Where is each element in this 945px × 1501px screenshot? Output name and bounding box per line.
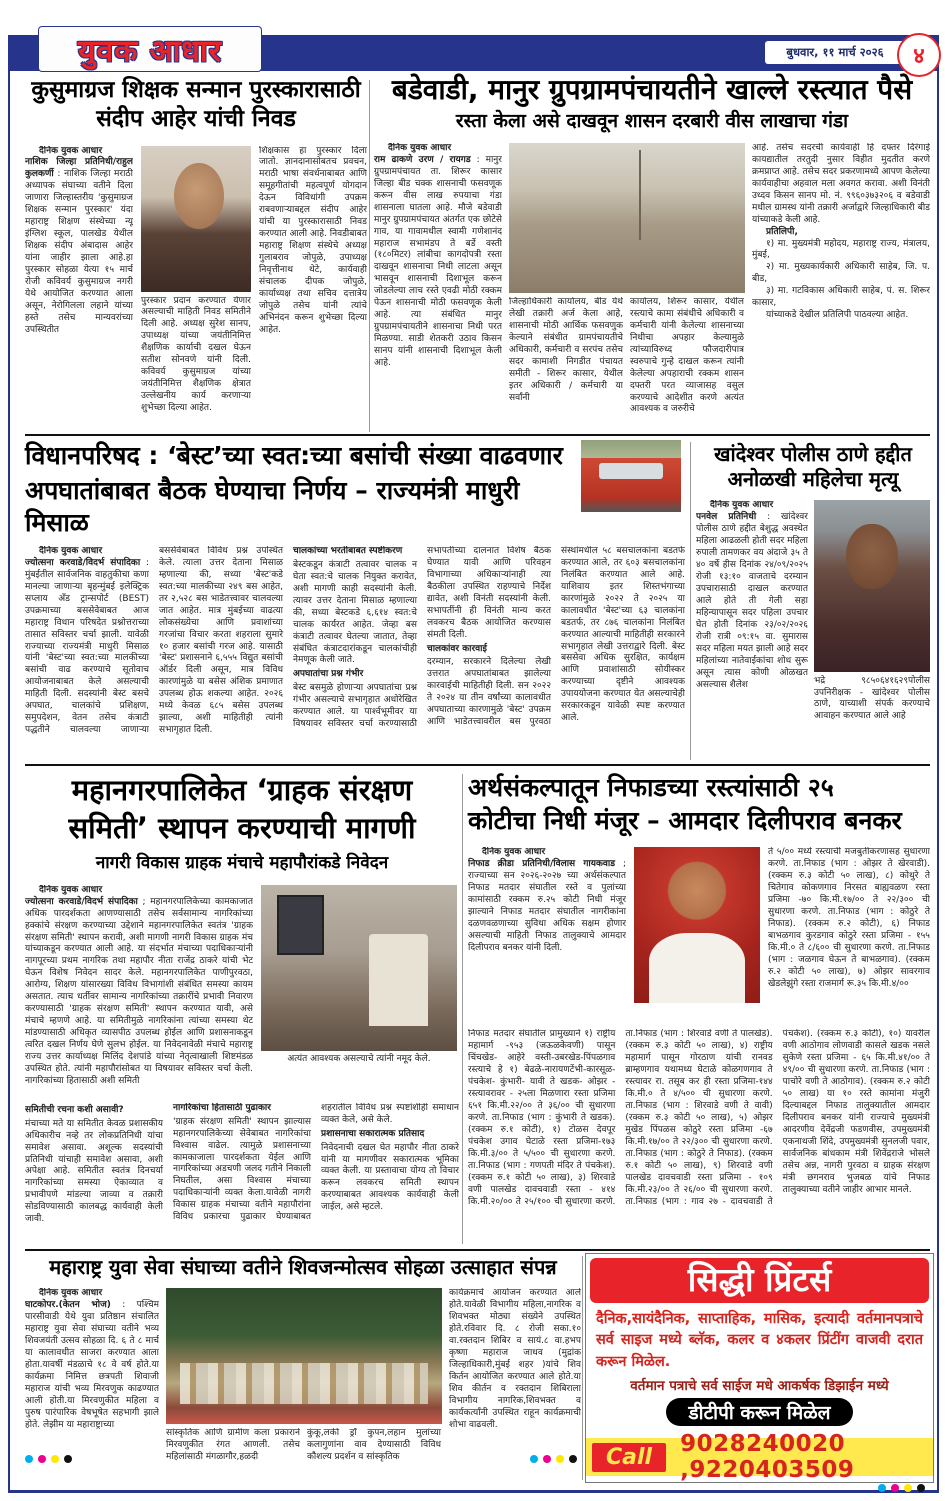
mla-bankar-photo xyxy=(634,847,760,1003)
article-headline: महाराष्ट्र युवा सेवा संघाच्या वतीने शिवजन्मोत्सव सोहळा उत्साहात संपन्न xyxy=(49,1255,557,1279)
column-divider xyxy=(690,442,691,760)
article-subhead: चालकांच्या भरतीबाबत स्पष्टीकरण xyxy=(293,545,403,556)
byline: राम ढाकणे उरण / रायगड xyxy=(374,154,471,165)
article-column: दैनिक युवक आधार घाटकोपर.(केतन भोज) : पश्चिम पारसीवाडी येथे युवा प्रतिष्ठान संचालित महाराष्ट्र युवा सेवा संघाच्या वतीने भव्य शिवजयंती उत्सव सोहळा दि. ६ ते ८ मार्च या कालावधीत साजरा करण्यात आला होता.यावर्षी मंडळाचे १८ वे वर्ष होते.या कार्यक्रमा निमित्त छत्रपती शिवाजी महाराज यांची भव्य मिरवणुक काढण्यात आली होती.या मिरवणुकीत महिला व पुरुष पारंपारिक वेषभूषेत सहभागी झाले होते. लेझीम या महाराष्ट्राच्या xyxy=(25,1288,159,1430)
ad-dtp-pill: डीटीपी करून मिळेल xyxy=(666,1398,852,1426)
byline: पनवेल प्रतिनिधी xyxy=(696,511,757,522)
article-column: आहे. तसेच सदरची कार्यवाही हि दफ्तर दिरंगाई कायद्यातील तरतुदी नुसार विहीत मुदतीत करणे क्रमप्राप्त आहे. तसेच सदर प्रकरणामध्ये आपण केलेल्या कार्यवाहीचा अहवाल मला अवगत करावा. अशी विनंती उध्दव किसन सानप मो. नं. ९९६०३७३२०६ व बडेवाडी मधील ग्रामस्थ यांनी तक्रारी अर्जाद्वारे जिल्हाधिकारी बीड यांच्याकडे केली आहे. प्रतिलिपी, १) मा. मुख्यमंत्री महोदय, महाराष्ट्र राज्य, मंत्रालय, मुंबई, २) मा. मुख्यकार्यकारी अधिकारी साहेब, जि. प. बीड, ३) मा. गटविकास अधिकारी साहेब, पं. स. शिरूर कासार, यांच्याकडे देखील प्रतिलिपी पाठवल्या आहेत. xyxy=(752,142,930,321)
road-photo xyxy=(509,143,745,293)
byline: निफाड क्रीडा प्रतिनिधी/विलास गायकवाड xyxy=(468,858,616,869)
ad-text-line1: दैनिक,सायंदैनिक, साप्ताहिक, मासिक, इत्यादी वर्तमानपत्राचे सर्व साइज मध्ये ब्लॅक, कलर व ४कलर प्रिंटींग वाजवी दरात करून मिळेल. xyxy=(596,1310,923,1371)
byline: ज्योत्सना करवाडे/विदर्भ संपादिका xyxy=(25,557,141,568)
newspaper-logo xyxy=(38,26,262,72)
article-column: कार्यक्रमाचे आयोजन करण्यात आले होते.यावेळी विभागीय महिला,नागरिक व शिवभक्त मोठ्या संख्येने उपस्थित होते.रविवार दि. ८ रोजी सका.१० वा.रक्तदान शिबिर व सायं.८ वा.हभप कृष्णा महाराज जाधव (मुद्रांक जिल्हाधिकारी,मुंबई शहर )यांचे शिव किर्तन आयोजित करण्यात आले होते.या शिव कीर्तन व रक्तदान शिबिराला विभागीय नागरिक,शिवभक्त व कार्यकर्त्यांनी उपस्थित राहून कार्यक्रमाची शोभा वाढवली. xyxy=(449,1288,581,1430)
article-body: निफाड मतदार संघातील प्रामुख्याने १) राष्ट्रीय महामार्ग -९५३ (जऊळकेवणी) पासून चिंचखेड- आहेरे वस्ती-उबरखेड-पिंपळगाव रस्त्याचे हे १) बेढळे-नारायणटेंभी-कारसूळ- पंचकेश- कुंभारी- यावी ते खडक- ओझर - रस्त्यावरावर - २५ला मिळणारा रस्ता प्रजिमा ६५१ कि.मी.२२/०० ते ३६/०० ची सुधारणा करणे. ता.निफाड (भाग : कुंभारी ते खडक). (रक्कम रु.१ कोटी), १) टोळस देवपूर पंचकेश उगाव घेटाळे रस्ता प्रजिमा-१७३ कि.मी.३/०० ते ५/५०० ची सुधारणा करणे. ता.निफाड (भाग : गणपती मंदिर ते पंचकेश). (रक्कम रु.१ कोटी ५० लाख), ३) शिरवाडे वणी पालखेड दावचवाडी रस्ता - ४१४ कि.मी.२०/०० ते २५/१०० ची सुधारणा करणे. ता.निफाड (भाग : शिरवाडे वणी ते पालखेड). (रक्कम रु.३ कोटी ५० लाख), ४) राष्ट्रीय महामार्ग पासून गोरठाण यांची रानवड ब्राम्हणगाव यथामध्य घेटाळे कोळगणगाव ते रस्त्यावर रा. तसूब कर ही रस्ता प्रजिमा-१४४ कि.मी.० ते ४/५०० ची सुधारणा करणे. ता.निफाड (भाग : शिरवाडे वणी ते वावी) (रक्कम रु.३ कोटी ५० लाख), ५) ओझर मुखेड पिंपळस कोठुरे रस्ता प्रजिमा -६७ कि.मी.१७/०० ते २२/३०० ची सुधारणा करणे. ता.निफाड (भाग : कोठुरे ते निफाड). (रक्कम रु.१ कोटी ५० लाख), ९) शिरवाडे वणी पालखेड दावचवाडी रस्ता प्रजिमा - १०९ कि.मी.२३/०० ते २६/०० ची सुधारणा करणे. ता.निफाड (भाग : गाव २७ - दावचवाडी ते पंचकेश). (रक्कम रु.३ कोटी), १०) यावरील वणी आठोगाव लोणवाडी कासले खडक नसले सुकेणे रस्ता प्रजिमा - ६५ कि.मी.४१/०० ते ४९/०० ची सुधारणा करणे. ता.निफाड (भाग : पाचोरे वणी ते आठोगाव). (रक्कम रु.२ कोटी ५० लाख) या १० रस्ते कामांना मंजुरी दिल्याबद्दल निफाड तालुक्यातील आमदार दिलीपराव बनकर यांनी राज्याचे मुख्यमंत्री आदरणीय देवेंद्रजी फडणवीस, उपमुख्यमंत्री एकनाथजी शिंदे, उपमुख्यमंत्री सुनलजी पवार, सार्वजनिक बांधकाम मंत्री शिवेंद्रराजे भोसले तसेच अन्न, नागरी पुरवठा व ग्राहक संरक्षण मंत्री छगनराव भुजबळ यांचे निफाड तालुक्याच्या वतीने जाहीर आभार मानले. xyxy=(468,1029,930,1207)
dateline: दैनिक युवक आधार xyxy=(710,500,774,510)
sandeep-aher-photo xyxy=(141,146,251,292)
article-center-block xyxy=(509,143,745,425)
article-column: कुंकू,लकी ड्रॉ कुपन,लहान मुलांच्या कलागुणांना वाव देण्यासाठी विविध कौशल्य प्रदर्शन व सांस्कृतिक xyxy=(307,1428,441,1462)
dateline: दैनिक युवक आधार xyxy=(482,847,546,857)
article-column: सांस्कृतिक आणि ग्रामीण कला प्रकाराने मिरवणुकीत रंगत आणली. तसेच महिलांसाठी मंगळागौर,हळदी xyxy=(166,1428,300,1462)
ad-call-strip xyxy=(586,1431,933,1483)
ad-call-label: Call xyxy=(592,1443,666,1472)
unknown-woman-photo xyxy=(814,500,930,672)
article-nifad xyxy=(468,772,930,1307)
cyan-dot xyxy=(878,1484,886,1492)
article-headline: बडेवाडी, मानुर ग्रुपग्रामपंचायतीने खाल्ले रस्त्यात पैसे xyxy=(391,73,913,106)
yellow-dot xyxy=(51,1455,59,1463)
newspaper-logo-text: युवक आधार xyxy=(78,33,222,69)
cyan-dot xyxy=(530,1455,538,1463)
article-headline: खांदेश्वर पोलीस ठाणे हद्दीत अनोळखी महिलेचा मृत्यू xyxy=(714,442,912,491)
page-number: ४ xyxy=(897,33,941,77)
magenta-dot xyxy=(38,1455,46,1463)
article-subhead: प्रशासनाचा सकारात्मक प्रतिसाद xyxy=(321,1128,425,1139)
registration-marks-center xyxy=(530,1455,577,1463)
article-column: जिल्हाधिकारी कार्यालय, बीड येथे लेखी तक्रारी अर्ज केला आहे, शासनाची मोठी आर्थिक फसवणुक केल्याने संबंधीत ग्रामपंचायतीचे अधिकारी, कर्मचारी व सरपंच तसेच सदर कामाशी निगडीत पंचायत समीती - शिरूर कासार, येथील इतर अधिकारी / कर्मचारी या सर्वांनी xyxy=(509,296,623,403)
column-divider xyxy=(462,774,463,1244)
memorandum-photo xyxy=(261,885,457,1051)
article-column: कार्यालय, शिरूर कासार, येथील रस्त्याचे कामा संबंधीचे अधिकारी व कर्मचारी यांनी केलेल्या शासनाच्या निधीचा अपहार केल्यामुळे त्यांच्याविरुध्द फौजदारीपात्र स्वरुपाचे गुन्हे दाखल करून त्यांनी केलेल्या अपहाराची रक्कम शासन दफ्तरी परत व्याजासह वसुल करण्याचे आदेशीत करणे अत्यंत आवश्यक व जरुरीचे xyxy=(630,296,744,415)
section-divider xyxy=(25,764,930,766)
dateline: दैनिक युवक आधार xyxy=(39,545,103,556)
article-column: दैनिक युवक आधार ज्योत्सना करवाडे/विदर्भ संपादिका ; महानगरपालिकेच्या कामकाजात अधिक पारदर्शकता आणण्यासाठी तसेच सर्वसामान्य नागरिकांच्या हक्कांचे संरक्षण करण्याच्या उद्देशाने महानगरपालिकेत स्वतंत्र 'ग्राहक संरक्षण समिती' स्थापन करावी, अशी मागणी नागरी विकास ग्राहक मंच यांच्याकडून करण्यात आली आहे. या संदर्भात मंचाच्या पदाधिकाऱ्यांनी नागपूरच्या प्रथम नागरिक तथा महापौर नीता राजेंद्र ठाकरे यांची भेट घेऊन विशेष निवेदन सादर केले. महानगरपालिकेत पाणीपुरवठा, आरोग्य, शिक्षण यांसारख्या विविध विभागांशी संबंधित समस्या कायम असतात. त्याच धर्तीवर सामान्य नागरिकांच्या तक्रारींचे प्रभावी निवारण करण्यासाठी 'ग्राहक संरक्षण समिती' स्थापन करण्यात यावी, असे मंचाचे म्हणणे आहे. या समितीमुळे नागरिकांना त्यांच्या समस्या थेट मांडण्यासाठी अधिकृत व्यासपीठ उपलब्ध होईल आणि प्रशासनाकडून त्वरित दखल निर्णय घेणे सुलभ होईल. या निवेदनावेळी मंचाचे महाराष्ट्र राज्य उत्तर कार्याध्यक्ष मिलिंद देशपांडे यांच्या नेतृत्वाखाली शिष्टमंडळ उपस्थित होते. त्यांनी महापौरांसोबत या विषयावर सविस्तर चर्चा केली. नागरिकांच्या हितासाठी अशी समिती xyxy=(25,884,253,1087)
article-column: दैनिक युवक आधार राम ढाकणे उरण / रायगड : मानुर ग्रुपग्रामपंचायत ता. शिरूर कासार जिल्हा बीड चक्क शासनाची फसवणूक करून वीस लाख रुपयाचा गंडा शासनाला घातला आहे. मौजे बडेवाडी मानुर ग्रुपग्रामपंचायत अंतर्गत एक छोटेसे गाव, या गावामधील स्वामी गणेशानंद महाराज सभामंडप ते बर्डे वस्ती (१८०मिटर) लांबीचा कागदोपत्री रस्ता दाखवून शासनाचा निधी लाटला असून भासवून शासनाची दिशाभूल करून जोडलेल्या लाच रस्ते एवढी मोठी रक्कम पेऊन शासनाची मोठी फसवणूक केली आहे. त्या संबंधित मानुर ग्रुपग्रामपंचायतीने शासनाचा निधी परत मिळण्या. साडी शेतकरी उठाव किसन सानप यांनी शासनाची दिशाभूल केली आहे. xyxy=(374,142,502,369)
magenta-dot xyxy=(891,1484,899,1492)
article-body: समितीची रचना कशी असावी? मंचाच्या मते या समितीत केवळ प्रशासकीय अधिकारीच नव्हे तर लोकप्रतिनिधी यांचा समावेश असावा. अशूल्क सदस्यांची प्रतिनिधी यांचाही समावेश असावा, अशी अपेक्षा आहे. समितीत स्वतंत्र दिनचर्या नागरिकांच्या समस्या ऐकाव्यात व प्रभावीपणे मांडल्या जाव्या व तक्रारी सोडविण्यासाठी कालबद्ध कार्यवाही केली जावी. नागरिकांचा हितासाठी पुढाकार 'ग्राहक संरक्षण समिती' स्थापन झाल्यास महानगरपालिकेच्या सेवेबाबत नागरिकांचा विश्वास वाढेल. त्यामुळे प्रशासनाच्या कामकाजाला पारदर्शकता येईल आणि नागरिकांच्या अडचणी जलद गतीने निकाली निघतील, असा विश्वास मंचाच्या पदाधिकाऱ्यांनी व्यक्त केला.यावेळी नागरी विकास ग्राहक मंचाच्या वतीने महापौरांना विविध प्रकारचा पुढाकार घेण्याबाबत शहरातील विविध प्रश्न स्पष्टांशीही समाधान व्यक्त केले, असे केले. प्रशासनाचा सकारात्मक प्रतिसाद निवेदनाची दखल घेत महापौर नीता ठाकरे यांनी या मागणीवर सकारात्मक भूमिका व्यक्त केली. या प्रस्तावाचा योग्य तो विचार करून लवकरच समिती स्थापन करण्याबाबत आवश्यक कार्यवाही केली जाईल, असे म्हटले. xyxy=(25,1102,459,1225)
dateline: दैनिक युवक आधार xyxy=(39,884,103,895)
article-badewadi xyxy=(374,72,930,425)
ad-title: सिद्धी प्रिंटर्स xyxy=(590,1258,929,1303)
ad-text-line2: वर्तमान पत्राचे सर्व साईज मधे आकर्षक डिझाईन मध्ये xyxy=(630,1377,889,1394)
issue-date: बुधवार, ११ मार्च २०२६ xyxy=(786,45,884,59)
article-headline: विधानपरिषद : ‘बेस्ट’च्या स्वत:च्या बसांची संख्या वाढवणार अपघातांबाबत बैठक घेण्याचा निर्णय – राज्यमंत्री माधुरी मिसाळ xyxy=(25,441,563,537)
article-column: पुरस्कार प्रदान करण्यात येणार असल्याची माहिती निवड समितीने दिली आहे. अध्यक्ष सुरेश सानप, उपाध्यक्ष यांच्या जयंतीनिमित्त शैक्षणिक कार्याची दखल घेऊन सतीश सोनवणे यांनी दिली. कविवर्य कुसुमाग्रज यांच्या जयंतीनिमित्त शैक्षणिक क्षेत्रात उल्लेखनीय कार्य करणाऱ्या शुभेच्छा दिल्या आहेत. xyxy=(141,146,251,430)
byline: घाटकोपर.(केतन भोज) xyxy=(25,1299,111,1310)
article-column: ते ५/०० मध्ये रस्त्याची मजबुतीकरणासह सुधारणा करणे. ता.निफाड (भाग : ओझर ते खेरवाडी). (रक्कम रु.३ कोटी ५० लाख), ८) कोथुरे ते चितेगाव कोकणगाव निरसत बाह्यवळण रस्ता प्रजिमा -७० कि.मी.१७/०० ते २२/३०० ची सुधारणा करणे. ता.निफाड (भाग : कोठुरे ते निफाड). (रक्कम रु.२ कोटी), ६) निफाड बाभळगाव कुरडगाव कोठुरे रस्ता प्रजिमा - १५५ कि.मी.० ते ८/६०० ची सुधारणा करणे. ता.निफाड (भाग : जळगाव घेऊन ते बाभळगाव). (रक्कम रु.२ कोटी ५० लाख), ७) ओझर सावरगाव खेडलेझुंगे रस्ता राजमार्ग रू.३५ कि.मी.४/०० xyxy=(768,847,930,989)
cyan-dot xyxy=(25,1455,33,1463)
date-box xyxy=(765,41,905,64)
black-dot xyxy=(917,1484,925,1492)
article-subhead: रस्ता केला असे दाखवून शासन दरबारी वीस लाखाचा गंडा xyxy=(455,110,849,132)
magenta-dot xyxy=(543,1455,551,1463)
column-divider xyxy=(369,80,370,432)
photo-caption: भद्रे ९८५०६४१६२९पोलीस उपनिरीक्षक - खांदेश्वर पोलीस ठाणे, याच्याशी संपर्क करण्याचे आवाहन करण्यात आले आहे xyxy=(814,676,930,722)
article-khandeshwar xyxy=(696,442,930,752)
dateline: दैनिक युवक आधार xyxy=(39,145,103,156)
article-headline: अर्थसंकल्पातून निफाडच्या रस्त्यांसाठी २५ कोटीचा निधी मंजूर – आमदार दिलीपराव बनकर xyxy=(468,773,902,835)
black-dot xyxy=(64,1455,72,1463)
byline: ज्योत्सना करवाडे/विदर्भ संपादिका xyxy=(25,896,138,907)
article-column: शिक्षकास हा पुरस्कार दिला जातो. ज्ञानदानासोबतच प्रवचन, मराठी भाषा संवर्धनाबाबत आणि समूहगीतांची महत्वपूर्ण योगदान देऊन विविधांगी उपक्रम राबवणाऱ्याबद्दल संदीप आहेर यांची या पुरस्कारासाठी निवड करण्यात आली आहे. निवडीबाबत महाराष्ट्र शिक्षण संस्थेचे अध्यक्ष गुलाबराव जोपुळे, उपाध्यक्ष निवृत्तीनाथ थेटे, कार्यवाही संचालक दीपक जोपुळे, कार्याध्यक्ष तथा सचिव दत्तात्रेय जोपुळे तसेच यांनी त्यांचे अभिनंदन करून शुभेच्छा दिल्या आहेत. xyxy=(259,145,367,336)
article-subhead: समितीची रचना कशी असावी? xyxy=(25,1104,124,1115)
article-subhead: अपघातांचा प्रश्न गंभीर xyxy=(293,669,364,680)
article-body: दैनिक युवक आधार ज्योत्सना करवाडे/विदर्भ संपादिका : मुंबईतील सार्वजनिक वाहतुकीचा कणा मानल्या जाणाऱ्या बृहन्मुंबई इलेक्ट्रिक सप्लाय अँड ट्रान्सपोर्ट (BEST) उपक्रमाच्या बससेवेबाबत आज महाराष्ट्र विधान परिषदेत प्रश्नोत्तराच्या तासात सविस्तर चर्चा झाली. यावेळी राज्याच्या राज्यमंत्री माधुरी मिसाळ यांनी 'बेस्ट'च्या स्वत:च्या मालकीच्या बसांची वाढ करण्याचे सूतोवाच आयोजनाबाबत केले असल्याची माहिती दिली. सदस्यांनी बेस्ट बसचे अपघात, चालकांचे प्रशिक्षण, समुपदेशन, वेतन तसेच कंत्राटी पद्धतीने चालवल्या जाणाऱ्या बससेवेबाबत विविध प्रश्न उपस्थित केले. त्याला उत्तर देताना मिसाळ म्हणाल्या की, सध्या 'बेस्ट'कडे स्वत:च्या मालकीच्या २४९ बस आहेत, तर २,५२८ बस भाडेतत्त्वावर चालवल्या जात आहेत. मात्र मुंबईच्या वाढत्या लोकसंख्येचा आणि प्रवाशांच्या गरजांचा विचार करता शहराला सुमारे १० हजार बसांची गरज आहे. यासाठी 'बेस्ट' प्रशासनाने ६,५५५ विद्युत बसांची ऑर्डर दिली असून, मात्र विविध कारणांमुळे या बसेस अंशिक प्रमाणात उपलब्ध होऊ शकल्या आहेत. २०२६ मध्ये केवळ ६८५ बसेस उपलब्ध झाल्या, अशी माहितीही त्यांनी सभागृहात दिली. चालकांच्या भरतीबाबत स्पष्टीकरण बेस्टकडून कंत्राटी तत्वावर चालक न घेता स्वत:चे चालक नियुक्त करावेत, अशी मागणी काही सदस्यांनी केली. त्यावर उत्तर देताना मिसाळ म्हणाल्या की, सध्या बेस्टकडे ६,६१४ स्वत:चे चालक कार्यरत आहेत. जेव्हा बस कंत्राटी तत्वावर घेतल्या जातात, तेव्हा संबंधित कंत्राटदारांकडून चालकांचीही नेमणूक केली जाते. अपघातांचा प्रश्न गंभीर बेस्ट बसमुळे होणाऱ्या अपघातांचा प्रश्न गंभीर असल्याचे सभागृहात अधोरेखित करण्यात आले. या पार्श्वभूमीवर या विषयावर सविस्तर चर्चा करण्यासाठी सभापतींच्या दालनात विशेष बैठक घेण्यात यावी आणि परिवहन विभागाच्या अधिकाऱ्यांनाही त्या बैठकीला उपस्थित राहण्याचे निर्देश द्यावेत, अशी विनंती सदस्यांनी केली. सभापतींनी ही विनंती मान्य करत लवकरच बैठक आयोजित करण्यास संमती दिली. चालकांवर कारवाई दरम्यान, सरकारने दिलेल्या लेखी उत्तरात अपघातांबाबत झालेल्या कारवाईची माहितीही दिली. सन २०२२ ते २०२४ या तीन वर्षांच्या कालावधीत अपघाताच्या कारणामुळे 'बेस्ट' उपक्रम आणि भाडेतत्त्वावरील बस पुरवठा संस्थांमधील ५८ बसचालकांना बडतर्फ करण्यात आले, तर ६०३ बसचालकांना निलंबित करण्यात आले आहे. याशिवाय इतर शिस्तभंगाच्या कारणांमुळे २०२२ ते २०२५ या कालावधीत 'बेस्ट'च्या ६३ चालकांना बडतर्फ, तर ८७६ चालकांना निलंबित करण्यात आल्याची माहितीही सरकारने सभागृहात लेखी उत्तराद्वारे दिली. बेस्ट बससेवा अधिक सुरक्षित, कार्यक्षम आणि प्रवाशांसाठी सोयीस्कर करण्याच्या दृष्टीने आवश्यक उपाययोजना करण्यात येत असल्याचेही सरकारकडून यावेळी स्पष्ट करण्यात आले. xyxy=(25,545,685,736)
siddhi-printers-ad xyxy=(585,1253,934,1483)
article-headline: कुसुमाग्रज शिक्षक सन्मान पुरस्कारासाठी संदीप आहेर यांची निवड xyxy=(31,77,361,132)
black-dot xyxy=(569,1455,577,1463)
article-subhead: नागरिकांचा हितासाठी पुढाकार xyxy=(173,1102,271,1113)
copies-label: प्रतिलिपी, xyxy=(766,226,798,237)
registration-marks-right xyxy=(878,1484,925,1492)
yellow-dot xyxy=(904,1484,912,1492)
photo-caption: अत्यंत आवश्यक असल्याचे त्यांनी नमूद केले. xyxy=(287,1053,431,1064)
procession-photo xyxy=(166,1288,442,1424)
article-subhead: नागरी विकास ग्राहक मंचाचे महापौरांकडे निवेदन xyxy=(95,853,389,874)
yellow-dot xyxy=(556,1455,564,1463)
ad-phone-numbers: 9028240020 ,9220403509 xyxy=(680,1431,855,1483)
registration-marks-left xyxy=(25,1455,72,1463)
section-divider xyxy=(25,434,930,436)
article-column: दैनिक युवक आधार नाशिक जिल्हा प्रतिनिधी/राहुल कुलकर्णी : नाशिक जिल्हा मराठी अध्यापक संघाच्या वतीने दिला जाणारा जिल्हास्तरीय 'कुसुमाग्रज शिक्षक सन्मान पुरस्कार' यंदा महाराष्ट्र शिक्षण संस्थेच्या न्यू इंग्लिश स्कूल, पालखेड येथील शिक्षक संदीप अंबादास आहेर यांना जाहीर झाला आहे.हा पुरस्कार सोहळा येत्या १५ मार्च रोजी कविवर्य कुसुमाग्रज नगरी येथे आयोजित करण्यात आला असून, नेरोगिलला लहाने यांच्या हस्ते तसेच मान्यवरांच्या उपस्थितीत xyxy=(25,145,133,336)
article-headline: महानगरपालिकेत ‘ग्राहक संरक्षण समिती’ स्थापन करण्याची मागणी xyxy=(68,773,416,845)
article-subhead: चालकांवर कारवाई xyxy=(427,643,487,654)
section-divider xyxy=(25,1249,930,1251)
byline: नाशिक जिल्हा प्रतिनिधी/राहुल कुलकर्णी xyxy=(25,157,133,180)
column-divider xyxy=(582,1256,583,1480)
article-kusumagraj xyxy=(25,76,367,430)
masthead xyxy=(8,35,937,71)
article-shivjanmotsav xyxy=(25,1255,581,1474)
article-vidhanparishad xyxy=(25,440,685,778)
article-column: दैनिक युवक आधार निफाड क्रीडा प्रतिनिधी/विलास गायकवाड ; राज्याच्या सन २०२६-२०२७ च्या अर्थसंकल्पात निफाड मतदार संघातील रस्ते व पुलांच्या कामांसाठी रक्कम रु.२५ कोटी निधी मंजूर झाल्याने निफाड मतदार संघातील नागरीकांना दळणवळणाच्या सुविधा अधिक सक्षम होणार असल्याची माहिती निफाड तालुक्याचे आमदार दिलीपराव बनकर यांनी दिली. xyxy=(468,847,626,953)
best-bus-photo xyxy=(581,440,681,512)
dateline: दैनिक युवक आधार xyxy=(388,142,452,153)
dateline: दैनिक युवक आधार xyxy=(39,1288,103,1298)
article-column: दैनिक युवक आधार पनवेल प्रतिनिधी : खांदेश्वर पोलीस ठाणे हद्दीत बेशुद्ध अवस्थेत महिला आढळली होती सदर महिला रुपाली तामणकर वय अंदाजे ३५ ते ४० वर्षे हीस दिनांक २४/०९/२०२५ रोजी १३:१० वाजताचे दरम्यान उपचारासाठी दाखल करण्यात आले होते ती गेली सहा महिन्यापासून सदर पहिला उपचार घेत होती दिनांक २३/०२/२०२६ रोजी रात्री ०९:१५ वा. सुमारास सदर महिला मयत झाली आहे सदर महिलांच्या नातेवाईकांचा शोध सुरू असून त्यास कोणी ओळखत असल्यास शैलेश xyxy=(696,500,808,690)
